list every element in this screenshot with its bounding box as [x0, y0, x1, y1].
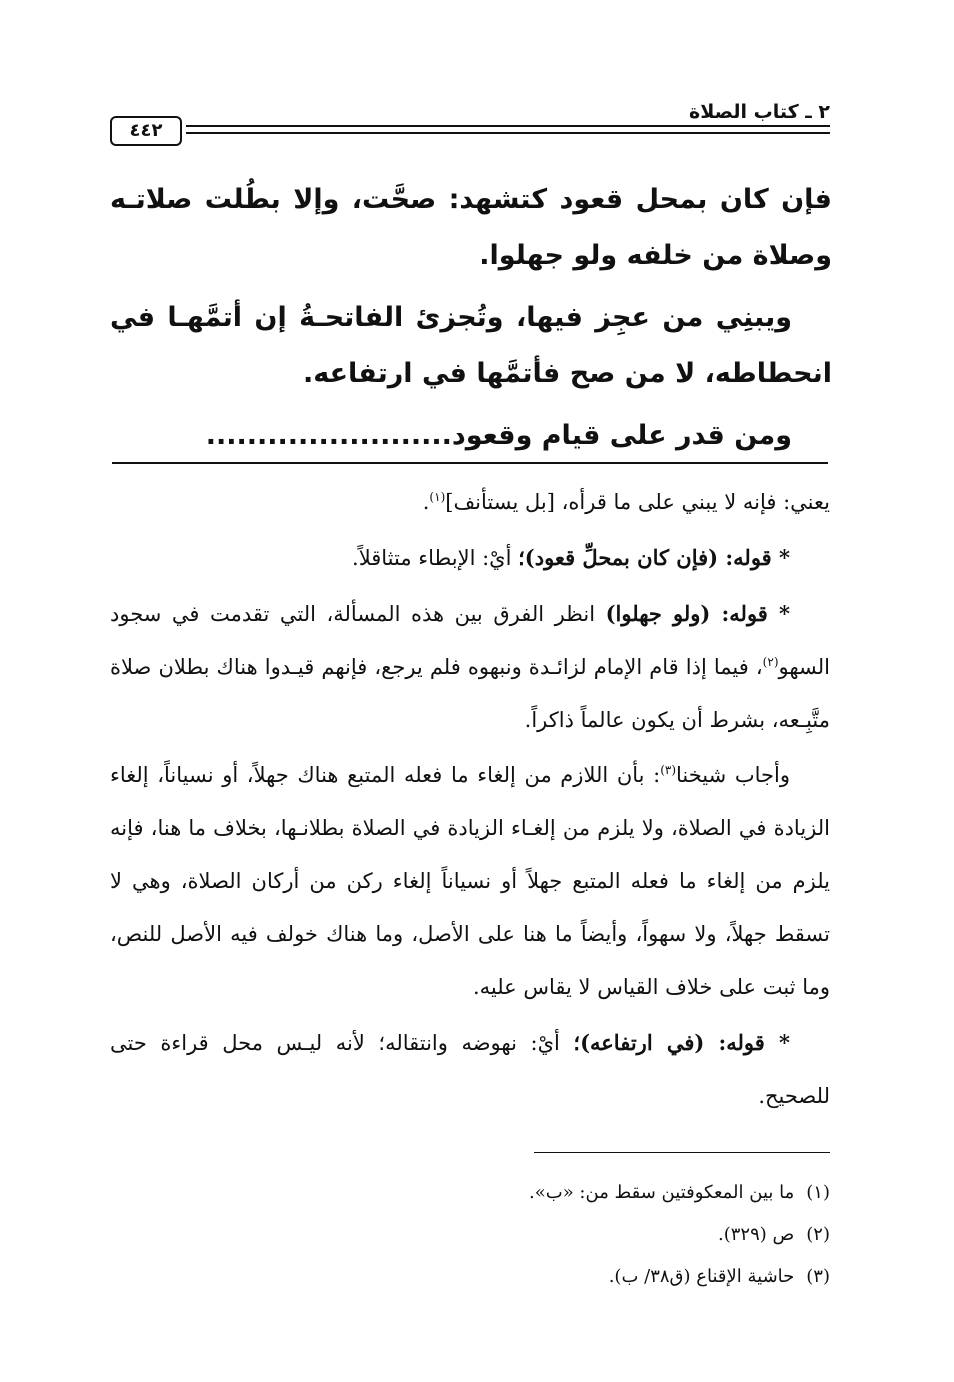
page-header	[110, 96, 830, 156]
page-number-box: ٤٤٢	[110, 116, 182, 146]
matn-paragraph-2: ويبنِي من عجِز فيها، وتُجزئ الفاتحـةُ إن أتمَّهـا في انحطاطه، لا من صح فأتمَّها في ارتفاعه.	[110, 302, 832, 389]
sharh-paragraph-2	[110, 531, 830, 585]
header-double-rule	[186, 125, 830, 134]
footnote-3-text: حاشية الإقناع (ق٣٨/ ب).	[608, 1266, 795, 1287]
matn-text	[110, 172, 832, 470]
sharh-p5-rest: أيْ: نهوضه وانتقاله؛ لأنه ليـس محل قراءة حتى للصحيح.	[110, 1031, 830, 1108]
footnote-3-number: (٣)	[806, 1266, 830, 1287]
sharh-p1-end: .	[422, 490, 430, 514]
footnote-1-text: ما بين المعكوفتين سقط من: «ب».	[529, 1182, 795, 1203]
matn-separator-rule	[112, 462, 828, 464]
sharh-p3-text-b: ، فيما إذا قام الإمام لزائـدة ونبهوه فلم يرجع، فإنهم قيـدوا هناك بطلان صلاة متَّبِـعه، بشرط أن يكون عالماً ذاكراً.	[110, 655, 830, 732]
sharh-paragraph-5	[110, 1016, 830, 1123]
dotted-leader: ........................	[205, 420, 452, 451]
sharh-paragraph-4	[110, 749, 830, 1014]
running-title: ٢ ـ كتاب الصلاة	[689, 101, 830, 123]
sharh-paragraph-1	[110, 476, 830, 529]
footnote-1	[230, 1172, 830, 1214]
matn-paragraph-1: فإن كان بمحل قعود كتشهد: صحَّت، وإلا بطُلت صلاتـه وصلاة من خلفه ولو جهلوا.	[110, 184, 832, 271]
sharh-commentary	[110, 476, 830, 1125]
sharh-p1-text: يعني: فإنه لا يبني على ما قرأه، [بل يستأنف]	[445, 490, 830, 514]
footnote-2-text: ص (٣٢٩).	[717, 1224, 795, 1245]
footnote-ref-3: (٣)	[660, 763, 677, 777]
sharh-p4-text-b: : بأن اللازم من إلغاء ما فعله المتبع هناك جهلاً، أو نسياناً، إلغاء الزيادة في الصلاة، ولا يلزم من إلغـاء الزيادة في الصلاة بطلانـها، بخلاف ما هنا، فإنه يلزم من إلغاء ما فعله المتبع جهلاً أو نسياناً إلغاء ركن من أركان الصلاة، وهي لا تسقط جهلاً، ولا سهواً، وأيضاً ما هنا على الأصل، وما هناك خولف فيه الأصل للنص، وما ثبت على خلاف القياس لا يقاس عليه.	[110, 763, 830, 999]
footnote-separator-rule	[534, 1152, 830, 1153]
footnote-ref-1: (١)	[429, 490, 446, 504]
sharh-p5-lead: * قوله: (في ارتفاعه)؛	[573, 1030, 790, 1055]
sharh-p3-text-a: انظر الفرق بين هذه المسألة، التي تقدمت في سجود السهو	[110, 602, 830, 679]
matn-paragraph-3-text: ومن قدر على قيام وقعود	[451, 420, 792, 451]
footnotes	[230, 1172, 830, 1298]
footnote-3	[230, 1256, 830, 1298]
sharh-paragraph-3	[110, 587, 830, 747]
sharh-p2-lead: * قوله: (فإن كان بمحلِّ قعود)؛	[518, 545, 790, 570]
matn-paragraph-3	[110, 408, 832, 464]
footnote-1-number: (١)	[806, 1182, 830, 1203]
footnote-2-number: (٢)	[806, 1224, 830, 1245]
sharh-p2-rest: أيْ: الإبطاء متثاقلاً.	[352, 546, 519, 570]
sharh-p3-lead: * قوله: (ولو جهلوا)	[605, 601, 790, 626]
footnote-2	[230, 1214, 830, 1256]
footnote-ref-2: (٢)	[762, 655, 779, 669]
sharh-p4-text-a: وأجاب شيخنا	[676, 763, 790, 787]
